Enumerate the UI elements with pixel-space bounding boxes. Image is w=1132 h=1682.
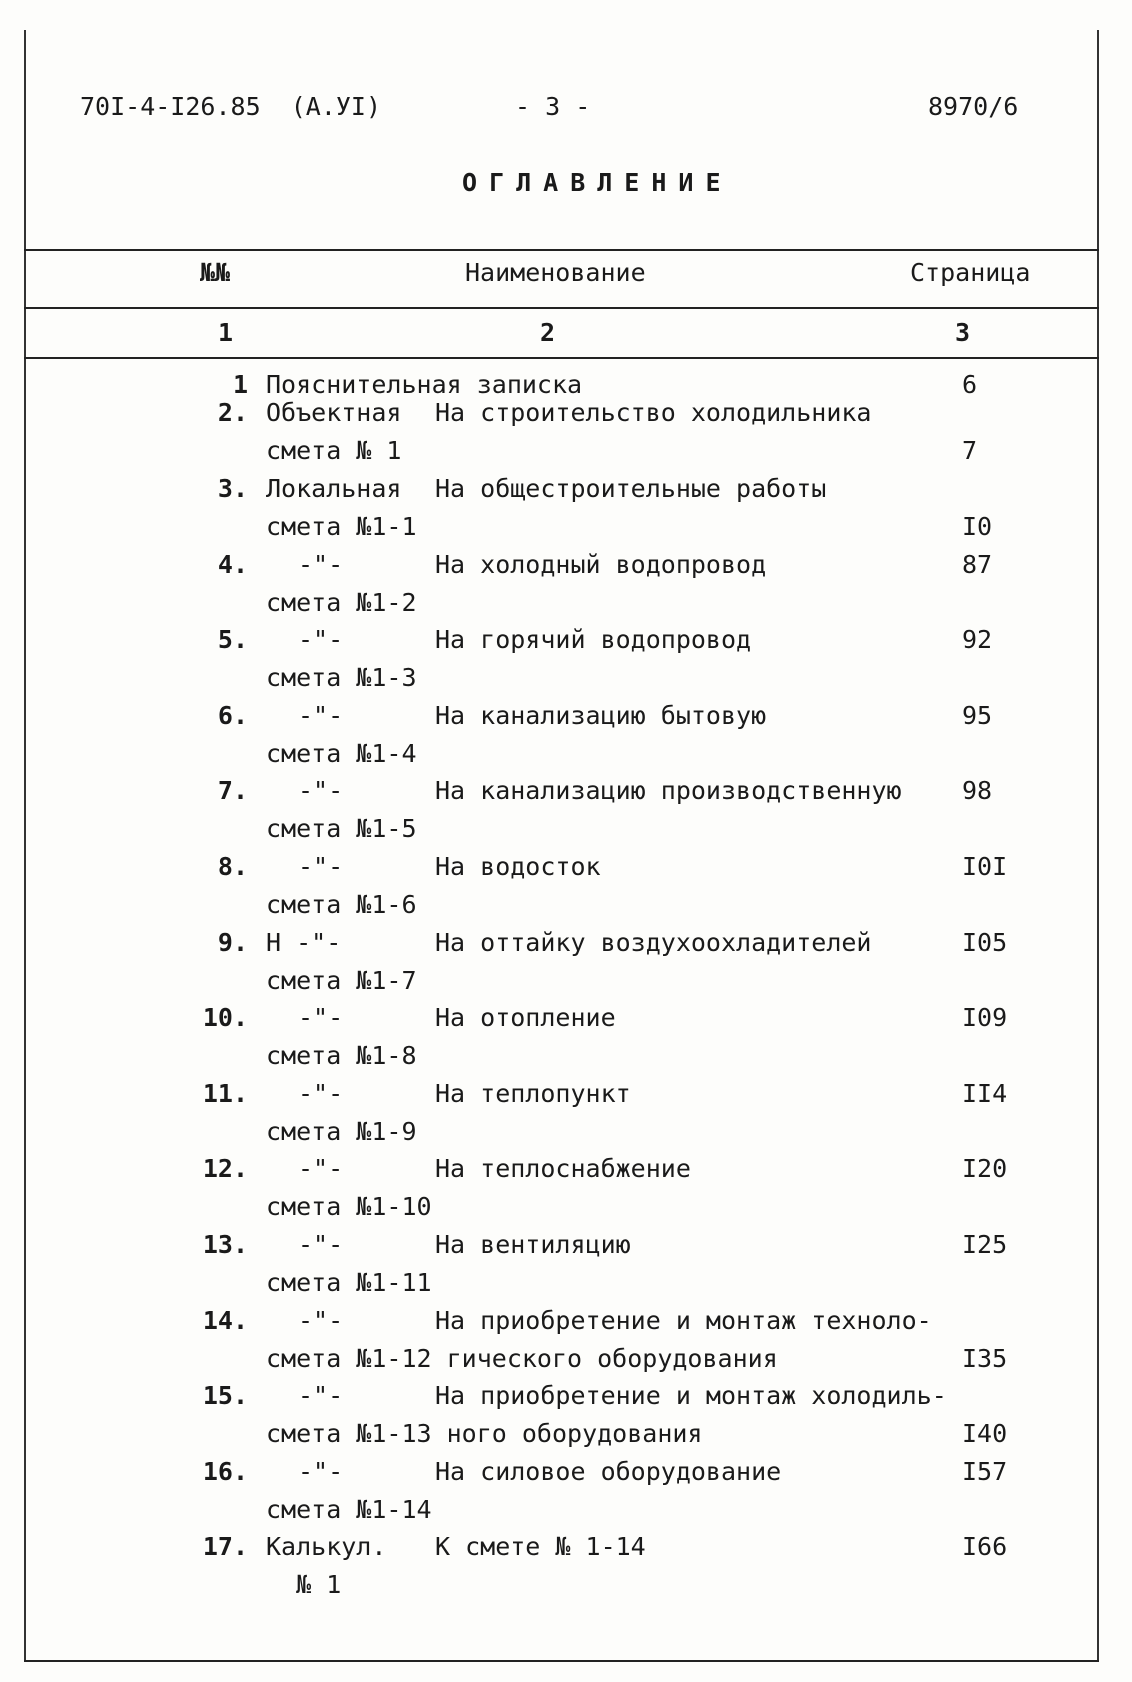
column-number-2: 2 bbox=[540, 318, 556, 347]
entry-page: I40 bbox=[962, 1419, 1008, 1449]
entry-number: 10. bbox=[202, 1003, 248, 1033]
entry-type: -"- bbox=[298, 1305, 344, 1335]
entry-description: К смете № 1-14 bbox=[435, 1532, 646, 1562]
entry-type: Н -"- bbox=[266, 927, 342, 957]
entry-page: I57 bbox=[962, 1456, 1008, 1486]
entry-number: 9. bbox=[217, 927, 248, 957]
entry-estimate-line: смета №1-12 гического оборудования bbox=[266, 1343, 778, 1373]
column-header-name: Наименование bbox=[465, 258, 646, 287]
entry-description: На вентиляцию bbox=[435, 1230, 631, 1259]
entry-estimate-line: смета №1-6 bbox=[266, 890, 417, 919]
entry-description: На холодный водопровод bbox=[435, 549, 767, 579]
column-header-num: №№ bbox=[200, 258, 231, 287]
entry-number: 15. bbox=[202, 1381, 248, 1411]
entry-page: 98 bbox=[962, 776, 993, 806]
entry-number: 11. bbox=[202, 1078, 248, 1108]
entry-description: На водосток bbox=[435, 852, 601, 881]
entry-type: -"- bbox=[298, 1003, 344, 1033]
entry-number: 5. bbox=[217, 625, 248, 655]
entry-description: На приобретение и монтаж техноло- bbox=[435, 1305, 932, 1335]
entry-page: I25 bbox=[962, 1230, 1008, 1259]
entry-estimate-line: смета №1-9 bbox=[266, 1116, 417, 1146]
entry-type: Объектная bbox=[266, 398, 402, 427]
entry-description: На канализацию производственную bbox=[435, 776, 902, 806]
entry-description: На приобретение и монтаж холодиль- bbox=[435, 1381, 947, 1411]
entry-estimate-line: смета №1-1 bbox=[266, 512, 417, 541]
entry-type: -"- bbox=[298, 1078, 344, 1108]
entry-number: 14. bbox=[202, 1305, 248, 1335]
entry-description: На горячий водопровод bbox=[435, 625, 752, 655]
entry-type: Калькул. bbox=[266, 1532, 387, 1562]
entry-estimate-line: смета №1-7 bbox=[266, 965, 417, 995]
page-number: - 3 - bbox=[515, 92, 591, 121]
entry-estimate-line: смета №1-8 bbox=[266, 1041, 417, 1071]
entry-number: 6. bbox=[217, 700, 248, 730]
entry-page: 92 bbox=[962, 625, 993, 655]
entry-page: I0I bbox=[962, 852, 1008, 881]
entry-description: На общестроительные работы bbox=[435, 474, 827, 503]
document-number: 8970/6 bbox=[928, 92, 1019, 121]
entry-page: I05 bbox=[962, 927, 1008, 957]
entry-number: 1 bbox=[232, 370, 248, 399]
entry-type: -"- bbox=[298, 852, 344, 881]
entry-estimate-line: смета №1-5 bbox=[266, 814, 417, 844]
entry-estimate-line: смета №1-14 bbox=[266, 1494, 432, 1524]
entry-page: I20 bbox=[962, 1154, 1008, 1184]
table-top-rule bbox=[24, 249, 1099, 251]
entry-type: -"- bbox=[298, 1230, 344, 1259]
entry-number: 16. bbox=[202, 1456, 248, 1486]
entry-type: -"- bbox=[298, 1154, 344, 1184]
entry-estimate-line: смета №1-4 bbox=[266, 738, 417, 768]
entry-page: I09 bbox=[962, 1003, 1008, 1033]
column-number-1: 1 bbox=[218, 318, 234, 347]
entry-type: -"- bbox=[298, 1381, 344, 1411]
entry-description: На теплопункт bbox=[435, 1078, 631, 1108]
entry-description: На строительство холодильника bbox=[435, 398, 872, 427]
entry-estimate-line: № 1 bbox=[266, 1570, 342, 1600]
header-rule bbox=[24, 307, 1099, 309]
entry-description: На теплоснабжение bbox=[435, 1154, 691, 1184]
entry-type: -"- bbox=[298, 700, 344, 730]
entry-number: 4. bbox=[217, 549, 248, 579]
entry-page: I35 bbox=[962, 1343, 1008, 1373]
entry-estimate-line: смета №1-3 bbox=[266, 663, 417, 693]
entry-description: На отопление bbox=[435, 1003, 616, 1033]
bottom-border bbox=[24, 1660, 1099, 1662]
right-border bbox=[1097, 30, 1099, 1662]
entry-type: -"- bbox=[298, 549, 344, 579]
entry-number: 8. bbox=[217, 852, 248, 881]
entry-type: -"- bbox=[298, 625, 344, 655]
entry-page: I0 bbox=[962, 512, 993, 541]
entry-page: 95 bbox=[962, 700, 993, 730]
entry-type: -"- bbox=[298, 1456, 344, 1486]
column-header-page: Страница bbox=[910, 258, 1031, 287]
page-title: ОГЛАВЛЕНИЕ bbox=[462, 168, 733, 197]
entry-page: 7 bbox=[962, 436, 978, 465]
entry-estimate-line: смета № 1 bbox=[266, 436, 402, 465]
entry-page: 87 bbox=[962, 549, 993, 579]
entry-description: На оттайку воздухоохладителей bbox=[435, 927, 872, 957]
entry-description: На силовое оборудование bbox=[435, 1456, 782, 1486]
entry-estimate-line: смета №1-2 bbox=[266, 587, 417, 617]
entry-page: I66 bbox=[962, 1532, 1008, 1562]
column-numbers-rule bbox=[24, 357, 1099, 359]
entry-number: 3. bbox=[217, 474, 248, 503]
entry-type: Локальная bbox=[266, 474, 402, 503]
entry-number: 12. bbox=[202, 1154, 248, 1184]
entry-type: Пояснительная записка bbox=[266, 370, 583, 399]
document-code: 70I-4-I26.85 (А.УI) bbox=[80, 92, 382, 121]
entry-number: 7. bbox=[217, 776, 248, 806]
entry-number: 13. bbox=[202, 1230, 248, 1259]
entry-estimate-line: смета №1-10 bbox=[266, 1192, 432, 1222]
entry-estimate-line: смета №1-13 ного оборудования bbox=[266, 1419, 703, 1449]
entry-estimate-line: смета №1-11 bbox=[266, 1268, 432, 1297]
entry-description: На канализацию бытовую bbox=[435, 700, 767, 730]
entry-page: 6 bbox=[962, 370, 978, 399]
left-border bbox=[24, 30, 26, 1662]
entry-type: -"- bbox=[298, 776, 344, 806]
entry-page: II4 bbox=[962, 1078, 1008, 1108]
column-number-3: 3 bbox=[955, 318, 971, 347]
entry-number: 17. bbox=[202, 1532, 248, 1562]
entry-number: 2. bbox=[217, 398, 248, 427]
